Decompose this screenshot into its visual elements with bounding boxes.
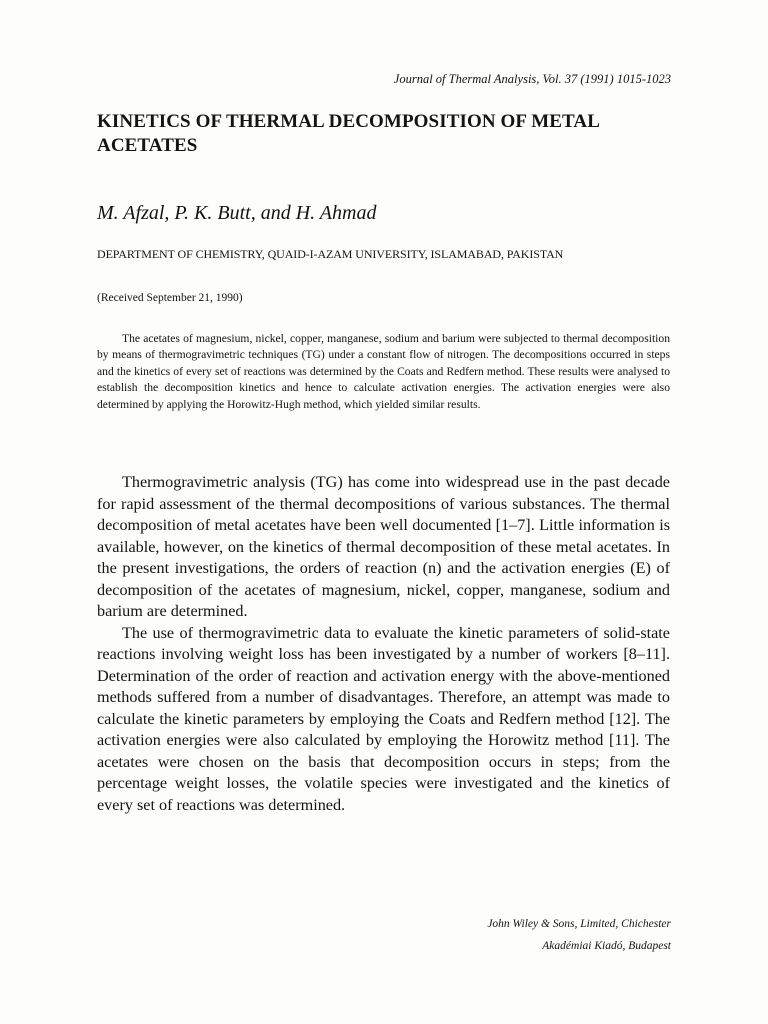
publisher-imprint <box>487 913 671 957</box>
body-text <box>97 472 670 816</box>
article-title: KINETICS OF THERMAL DECOMPOSITION OF METAL ACETATES <box>97 111 599 156</box>
received-date: (Received September 21, 1990) <box>97 292 243 304</box>
body-paragraph: The use of thermogravimetric data to evaluate the kinetic parameters of solid-state reactions involving weight loss has been investigated by a number of workers [8–11]. Determination of the order of reaction and activation energy with the above-mentioned methods suffered from a number of disadvantages. Therefore, an attempt was made to calculate the kinetic parameters by employing the Coats and Redfern method [12]. The activation energies were also calculated by employing the Horowitz method [11]. The acetates were chosen on the basis that decomposition occurs in steps; from the percentage weight losses, the volatile species were investigated and the kinetics of every set of reactions was determined. <box>97 623 670 814</box>
author-list: M. Afzal, P. K. Butt, and H. Ahmad <box>97 202 377 224</box>
publisher-line: John Wiley & Sons, Limited, Chichester <box>487 918 671 930</box>
abstract: The acetates of magnesium, nickel, copper, manganese, sodium and barium were subjected to thermal decomposition by means of thermogravimetric techniques (TG) under a constant flow of nitrogen. The decompositions occurred in steps and the kinetics of every set of reactions was determined by the Coats and Redfern method. These results were analysed to establish the decomposition kinetics and hence to calculate activation energies. The activation energies were also determined by applying the Horowitz-Hugh method, which yielded similar results. <box>97 332 670 411</box>
author-affiliation: DEPARTMENT OF CHEMISTRY, QUAID-I-AZAM UNIVERSITY, ISLAMABAD, PAKISTAN <box>97 247 564 261</box>
journal-reference: Journal of Thermal Analysis, Vol. 37 (1991) 1015-1023 <box>393 72 671 86</box>
publisher-line: Akadémiai Kiadó, Budapest <box>542 940 671 952</box>
body-paragraph: Thermogravimetric analysis (TG) has come into widespread use in the past decade for rapid assessment of the thermal decompositions of various substances. The thermal decomposition of metal acetates have been well documented [1–7]. Little information is available, however, on the kinetics of thermal decomposition of these metal acetates. In the present investigations, the orders of reaction (n) and the activation energies (E) of decomposition of the acetates of magnesium, nickel, copper, manganese, sodium and barium are determined. <box>97 473 670 620</box>
